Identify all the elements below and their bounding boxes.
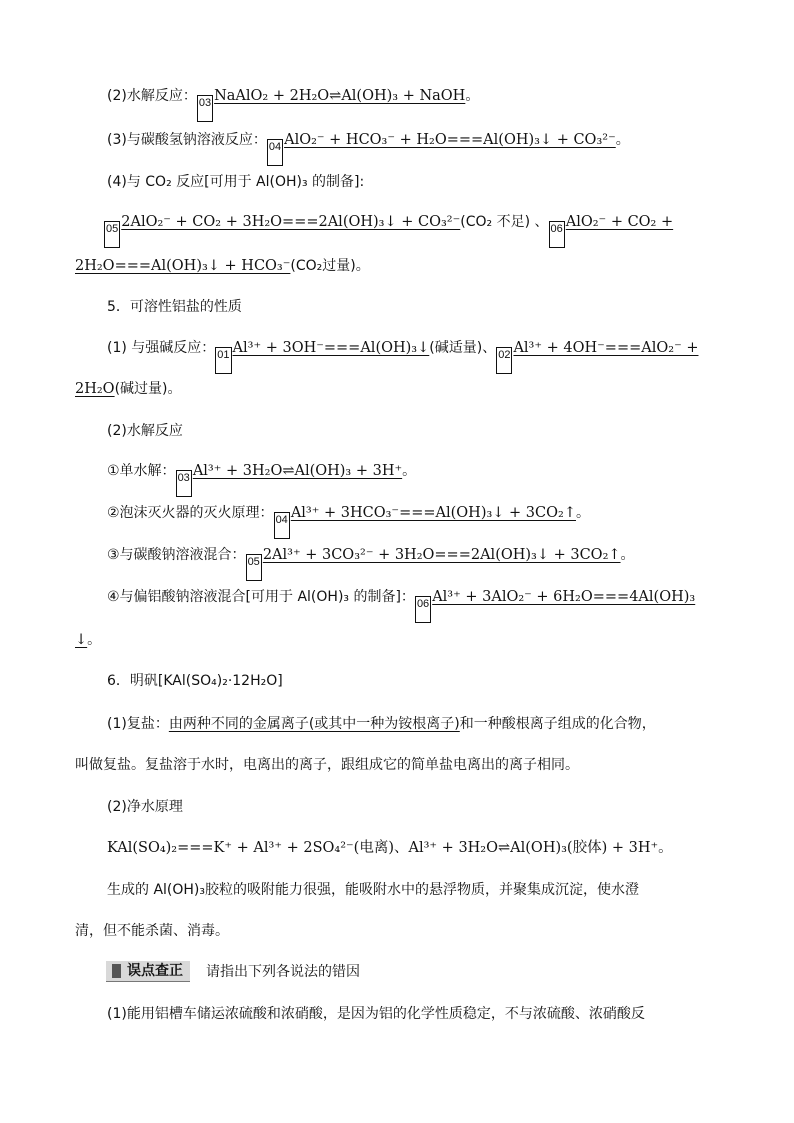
line-colloid-adsorption: 生成的 Al(OH)₃胶粒的吸附能力很强，能吸附水中的悬浮物质，并聚集成沉淀，使水澄	[107, 882, 639, 898]
equation: 2Al³⁺ + 3CO₃²⁻ + 3H₂O===2Al(OH)₃↓ + 3CO₂↑	[262, 547, 621, 563]
underlined-answer: 由两种不同的金属离子(或其中一种为铵根离子)	[168, 716, 460, 732]
line-hydrolysis-naalo2	[107, 86, 479, 122]
equation: 2H₂O	[75, 381, 115, 397]
answer-box-number: 03	[176, 470, 192, 497]
line-nahco3-reaction	[107, 130, 630, 166]
equation: Al³⁺ + 3HCO₃⁻===Al(OH)₃↓ + 3CO₂↑	[290, 505, 576, 521]
condition-text: (碱适量)、	[429, 340, 497, 356]
line-co2-excess	[75, 256, 370, 276]
equation: AlO₂⁻ + HCO₃⁻ + H₂O===Al(OH)₃↓ + CO₃²⁻	[284, 132, 616, 148]
line-co2-equations	[104, 212, 673, 248]
answer-box-number: 05	[104, 221, 120, 248]
label: (1)复盐：	[107, 716, 169, 732]
line-sodium-aluminate-mix	[107, 587, 695, 623]
label: (3)与碳酸氢钠溶液反应：	[107, 132, 267, 148]
equation: ↓	[75, 632, 88, 648]
equation: Al³⁺ + 3AlO₂⁻ + 6H₂O===4Al(OH)₃	[432, 589, 696, 605]
equation: AlO₂⁻ + CO₂ +	[565, 214, 674, 230]
equation: Al³⁺ + 3H₂O⇌Al(OH)₃ + 3H⁺	[192, 463, 403, 479]
punct: 。	[402, 463, 417, 479]
equation: Al³⁺ + 4OH⁻===AlO₂⁻ +	[513, 340, 699, 356]
answer-box-number: 03	[197, 95, 213, 122]
equation: 2H₂O===Al(OH)₃↓ + HCO₃⁻	[75, 258, 291, 274]
equation: 2AlO₂⁻ + CO₂ + 3H₂O===2Al(OH)₃↓ + CO₃²⁻	[121, 214, 461, 230]
line-single-hydrolysis	[107, 461, 416, 497]
label: (1) 与强碱反应：	[107, 340, 216, 356]
line-precipitate-arrow	[75, 630, 101, 650]
line-foam-extinguisher	[107, 503, 590, 539]
line-strong-base-reaction	[107, 338, 698, 374]
section-heading-5: 5．可溶性铝盐的性质	[107, 299, 242, 315]
answer-box-number: 06	[549, 221, 565, 248]
answer-box-number: 01	[215, 347, 231, 374]
label: ②泡沫灭火器的灭火原理：	[107, 505, 274, 521]
condition-text: (碱过量)。	[114, 381, 182, 397]
line-alum-ionization: KAl(SO₄)₂===K⁺ + Al³⁺ + 2SO₄²⁻(电离)、Al³⁺ + 3H₂O⇌Al(OH)₃(胶体) + 3H⁺。	[107, 840, 673, 856]
condition-text: (CO₂过量)。	[290, 258, 370, 274]
label: (2)水解反应：	[107, 88, 197, 104]
line-co2-reaction-heading: (4)与 CO₂ 反应[可用于 Al(OH)₃ 的制备]:	[107, 174, 365, 190]
label: ④与偏铝酸钠溶液混合[可用于 Al(OH)₃ 的制备]：	[107, 589, 415, 605]
line-double-salt-explanation: 叫做复盐。复盐溶于水时，电离出的离子，跟组成它的简单盐电离出的离子相同。	[75, 757, 579, 773]
answer-box-number: 02	[496, 347, 512, 374]
punct: 。	[465, 88, 480, 104]
text: 和一种酸根离子组成的化合物，	[459, 716, 656, 732]
subheading-water-purification: (2)净水原理	[107, 799, 183, 815]
subheading-hydrolysis: (2)水解反应	[107, 423, 183, 439]
equation: NaAlO₂ + 2H₂O⇌Al(OH)₃ + NaOH	[214, 88, 466, 104]
label: ①单水解：	[107, 463, 176, 479]
question-1: (1)能用铝槽车储运浓硫酸和浓硝酸，是因为铝的化学性质稳定，不与浓硫酸、浓硝酸反	[107, 1006, 645, 1022]
answer-box-number: 06	[415, 596, 431, 623]
answer-box-number: 04	[274, 512, 290, 539]
punct: 。	[87, 632, 102, 648]
line-no-sterilization: 清，但不能杀菌、消毒。	[75, 923, 229, 939]
section-heading-6: 6．明矾[KAl(SO₄)₂·12H₂O]	[107, 673, 283, 689]
line-base-excess	[75, 379, 182, 399]
line-sodium-carbonate-mix	[107, 545, 635, 581]
condition-text: (CO₂ 不足) 、	[460, 214, 549, 230]
punct: 。	[575, 505, 590, 521]
answer-box-number: 04	[267, 139, 283, 166]
error-check-instruction: 请指出下列各说法的错因	[206, 964, 360, 980]
punct: 。	[615, 132, 630, 148]
punct: 。	[620, 547, 635, 563]
equation: Al³⁺ + 3OH⁻===Al(OH)₃↓	[232, 340, 430, 356]
answer-box-number: 05	[246, 554, 262, 581]
error-check-badge	[106, 961, 190, 982]
line-double-salt-definition	[107, 714, 656, 734]
badge-label: 误点查正	[127, 963, 183, 979]
label: ③与碳酸钠溶液混合：	[107, 547, 246, 563]
badge-bar-icon	[112, 964, 121, 978]
